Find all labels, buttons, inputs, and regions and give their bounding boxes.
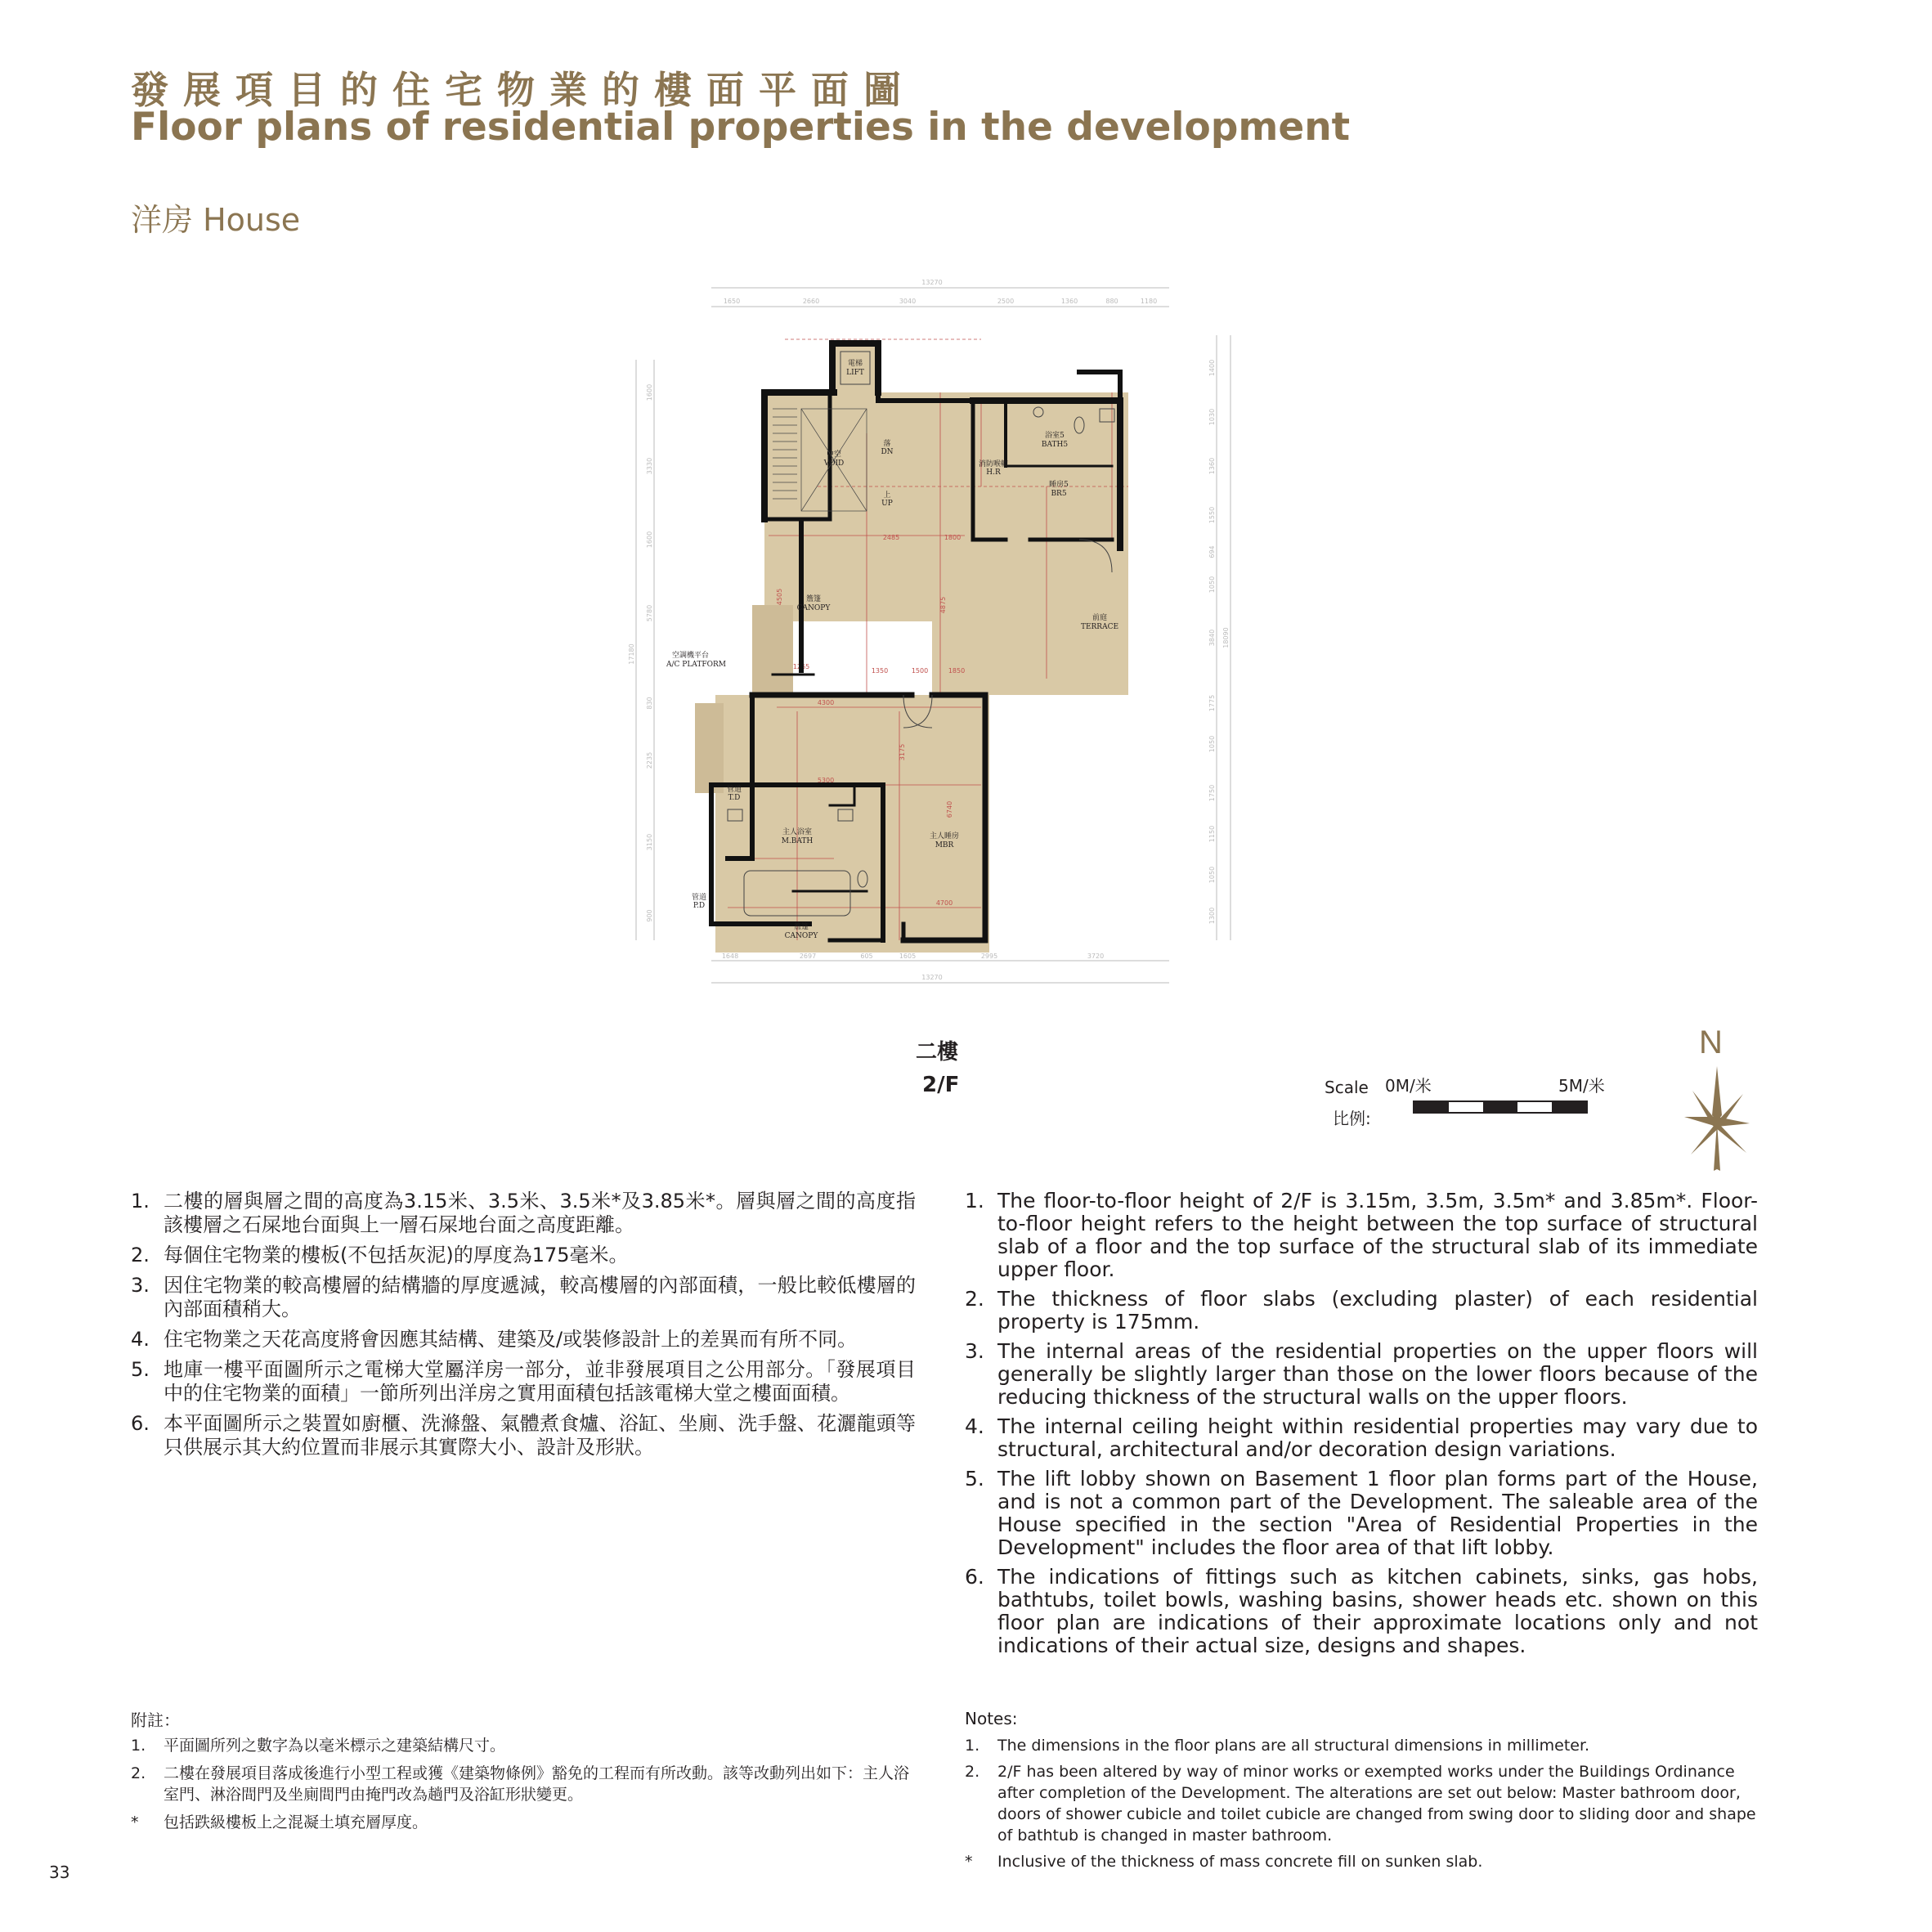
floor-label-en: 2/F	[922, 1073, 960, 1097]
floor-label-zh: 二樓	[916, 1040, 959, 1065]
label-td-en: T.D	[728, 794, 741, 802]
label-canopy-zh: 簷篷	[805, 595, 822, 603]
dim-right-12: 1050	[1208, 866, 1216, 884]
north-letter: N	[1699, 1025, 1723, 1060]
list-item: 2. 2/F has been altered by way of minor works or exempted works under the Buildings Ordinance after completion of the Development. The alterations are set out below: Master bathroom door, doors of shower cubicle and toilet cubicle are changed from swing door to sliding door and shape of bathtub is changed in master bathroom.	[965, 1763, 1756, 1845]
dim-bottom-4: 1605	[899, 953, 917, 960]
label-terrace-zh: 前庭	[1092, 614, 1108, 622]
north-arrow-icon	[1668, 1025, 1766, 1172]
label-bath5-zh: 浴室5	[1045, 432, 1065, 440]
label-canopy2-en: CANOPY	[784, 932, 818, 940]
list-item: 3. 因住宅物業的較高樓層的結構牆的厚度遞減，較高樓層的內部面積，一般比較低樓層的內部面積稍大。	[131, 1274, 916, 1320]
label-pd-zh: 管道	[691, 894, 707, 902]
dim-inner-10: 4700	[935, 899, 953, 907]
dim-right-8: 1775	[1208, 694, 1216, 712]
dim-right-6: 1050	[1208, 576, 1216, 594]
dim-inner-13: 4505	[776, 588, 783, 606]
dim-left-total: 17180	[628, 643, 635, 665]
label-hr-en: H.R	[986, 468, 1001, 477]
list-item: 2. 二樓在發展項目落成後進行小型工程或獲《建築物條例》豁免的工程而有所改動。該等改動列出如下：主人浴室門、淋浴間門及坐廁間門由掩門改為趟門及浴缸形狀變更。	[131, 1764, 910, 1804]
dim-bottom-3: 605	[860, 953, 873, 960]
label-up-zh: 上	[883, 491, 891, 500]
label-lift-en: LIFT	[846, 369, 864, 377]
list-item: 1. 二樓的層與層之間的高度為3.15米、3.5米、3.5米*及3.85米*。層與層之間的高度指該樓層之石屎地台面與上一層石屎地台面之高度距離。	[131, 1190, 916, 1236]
label-lift-zh: 電梯	[847, 360, 863, 368]
dim-left-8: 900	[646, 909, 653, 922]
dim-left-5: 830	[646, 697, 653, 710]
dim-right-10: 1750	[1208, 784, 1216, 802]
label-mbr-en: MBR	[935, 841, 954, 849]
dim-right-13: 1300	[1208, 907, 1216, 925]
dim-top-4: 2500	[997, 298, 1015, 305]
label-terrace-en: TERRACE	[1080, 623, 1119, 631]
remarks-en-heading: Notes:	[965, 1709, 1018, 1728]
dim-left-3: 1600	[646, 531, 653, 549]
dim-right-3: 1360	[1208, 457, 1216, 475]
dim-bottom-2: 2697	[799, 953, 817, 960]
list-item: 5. The lift lobby shown on Basement 1 floor plan forms part of the House, and is not a common part of the Development. The saleable area of the House specified in the section "Area of Residential Properties in the Development" includes the floor area of that lift lobby.	[965, 1467, 1758, 1559]
label-dn-zh: 落	[883, 440, 891, 448]
label-canopy2-zh: 簷篷	[793, 923, 809, 931]
list-item: * Inclusive of the thickness of mass concrete fill on sunken slab.	[965, 1853, 1483, 1871]
dim-inner-9: 5300	[817, 777, 835, 784]
list-item: 1. 平面圖所列之數字為以毫米標示之建築結構尺寸。	[131, 1737, 506, 1755]
list-item: 2. 每個住宅物業的樓板(不包括灰泥)的厚度為175毫米。	[131, 1244, 629, 1266]
label-canopy-en: CANOPY	[796, 604, 831, 612]
dim-bottom-6: 3720	[1087, 953, 1105, 960]
dim-inner-8: 4300	[817, 699, 835, 706]
remarks-en-list	[965, 1735, 1758, 1877]
page-title-zh: 發展項目的住宅物業的樓面平面圖	[131, 68, 916, 112]
label-mbr-zh: 主人睡房	[929, 832, 960, 840]
dim-inner-2: 1800	[944, 534, 962, 541]
dim-right-11: 1150	[1208, 825, 1216, 843]
section-subtitle: 洋房 House	[131, 202, 301, 238]
remarks-zh-heading: 附註：	[131, 1710, 180, 1730]
dim-bottom-5: 2995	[980, 953, 998, 960]
dim-top-2: 2660	[802, 298, 820, 305]
list-item: * 包括跌級樓板上之混凝土填充層厚度。	[131, 1813, 428, 1831]
dim-right-total: 18090	[1222, 627, 1230, 648]
dim-bottom-1: 1648	[721, 953, 739, 960]
notes-en-list	[965, 1190, 1758, 1664]
dim-inner-4: 3175	[899, 743, 906, 761]
scale-bar	[1413, 1100, 1588, 1114]
notes-zh-list	[131, 1190, 916, 1466]
label-dn-en: DN	[881, 448, 894, 456]
dim-left-7: 3150	[646, 833, 653, 851]
dim-right-7: 3840	[1208, 629, 1216, 647]
label-br5-en: BR5	[1051, 490, 1067, 498]
label-bath5-en: BATH5	[1041, 441, 1069, 449]
scale-label: Scale	[1325, 1078, 1369, 1097]
dim-left-6: 2235	[646, 751, 653, 769]
dim-inner-3: 4875	[939, 596, 947, 614]
dim-right-9: 1050	[1208, 735, 1216, 753]
list-item: 6. 本平面圖所示之裝置如廚櫃、洗滌盤、氣體煮食爐、浴缸、坐廁、洗手盤、花灑龍頭等只供展示其大約位置而非展示其實際大小、設計及形狀。	[131, 1412, 916, 1459]
list-item: 4. The internal ceiling height within residential properties may vary due to structural, architectural and/or decoration design variations.	[965, 1414, 1758, 1461]
dim-left-4: 5780	[646, 604, 653, 622]
dim-bottom-total: 13270	[921, 974, 943, 981]
label-void-en: VOID	[823, 459, 845, 468]
dim-left-2: 3330	[646, 457, 653, 475]
dim-top-6: 880	[1105, 298, 1118, 305]
list-item: 1. The dimensions in the floor plans are all structural dimensions in millimeter.	[965, 1737, 1590, 1755]
dim-top-1: 1650	[723, 298, 741, 305]
label-hr-zh: 消防喉轆	[978, 460, 1009, 468]
label-td-zh: 管道	[726, 786, 742, 794]
scale-end: 5M/米	[1558, 1076, 1605, 1096]
floor-plan	[621, 270, 1243, 1006]
label-ac-zh: 空調機平台	[672, 652, 710, 660]
dim-right-1: 1400	[1208, 359, 1216, 377]
dim-inner-7: 1850	[948, 667, 966, 675]
label-mbath-en: M.BATH	[781, 837, 814, 845]
dim-inner-12: 1265	[792, 663, 810, 670]
dim-top-total: 13270	[921, 279, 943, 286]
list-item: 5. 地庫一樓平面圖所示之電梯大堂屬洋房一部分，並非發展項目之公用部分。「發展項目中的住宅物業的面積」一節所列出洋房之實用面積包括該電梯大堂之樓面面積。	[131, 1358, 916, 1405]
dim-top-5: 1360	[1060, 298, 1078, 305]
dim-right-2: 1030	[1208, 408, 1216, 426]
label-ac-en: A/C PLATFORM	[666, 661, 726, 669]
scale-label-zh: 比例:	[1333, 1109, 1371, 1128]
dim-inner-6: 1500	[911, 667, 929, 675]
label-void-zh: 中空	[826, 451, 842, 459]
dim-inner-11: 6740	[946, 800, 953, 818]
remarks-zh-list	[131, 1735, 916, 1840]
label-pd-en: P.D	[693, 902, 706, 910]
list-item: 2. The thickness of floor slabs (excluding plaster) of each residential property is 175mm.	[965, 1287, 1758, 1334]
dim-inner-1: 2485	[882, 534, 900, 541]
page-title-en: Floor plans of residential properties in the development	[131, 105, 1351, 150]
scale-start: 0M/米	[1385, 1076, 1432, 1096]
page-number: 33	[49, 1863, 70, 1882]
list-item: 3. The internal areas of the residential properties on the upper floors will generally be slightly larger than those on the lower floors because of the reducing thickness of the structural walls on the upper floors.	[965, 1339, 1758, 1409]
list-item: 1. The floor-to-floor height of 2/F is 3.15m, 3.5m, 3.5m* and 3.85m*. Floor-to-floor height refers to the height between the top surface of structural slab of a floor and the top surface of the structural slab of its immediate upper floor.	[965, 1189, 1758, 1281]
dim-right-4: 1550	[1208, 506, 1216, 524]
dim-top-7: 1180	[1140, 298, 1158, 305]
dim-left-1: 1600	[646, 383, 653, 401]
label-up-en: UP	[881, 500, 893, 508]
dim-inner-5: 1350	[871, 667, 889, 675]
list-item: 4. 住宅物業之天花高度將會因應其結構、建築及/或裝修設計上的差異而有所不同。	[131, 1328, 858, 1351]
list-item: 6. The indications of fittings such as kitchen cabinets, sinks, gas hobs, bathtubs, toilet bowls, washing basins, shower heads etc. shown on this floor plan are indications of their approximate locations only and not indications of their actual size, designs and shapes.	[965, 1565, 1758, 1657]
label-mbath-zh: 主人浴室	[782, 828, 813, 836]
label-br5-zh: 睡房5	[1049, 481, 1069, 489]
dim-right-5: 694	[1208, 545, 1216, 558]
dim-top-3: 3040	[899, 298, 917, 305]
